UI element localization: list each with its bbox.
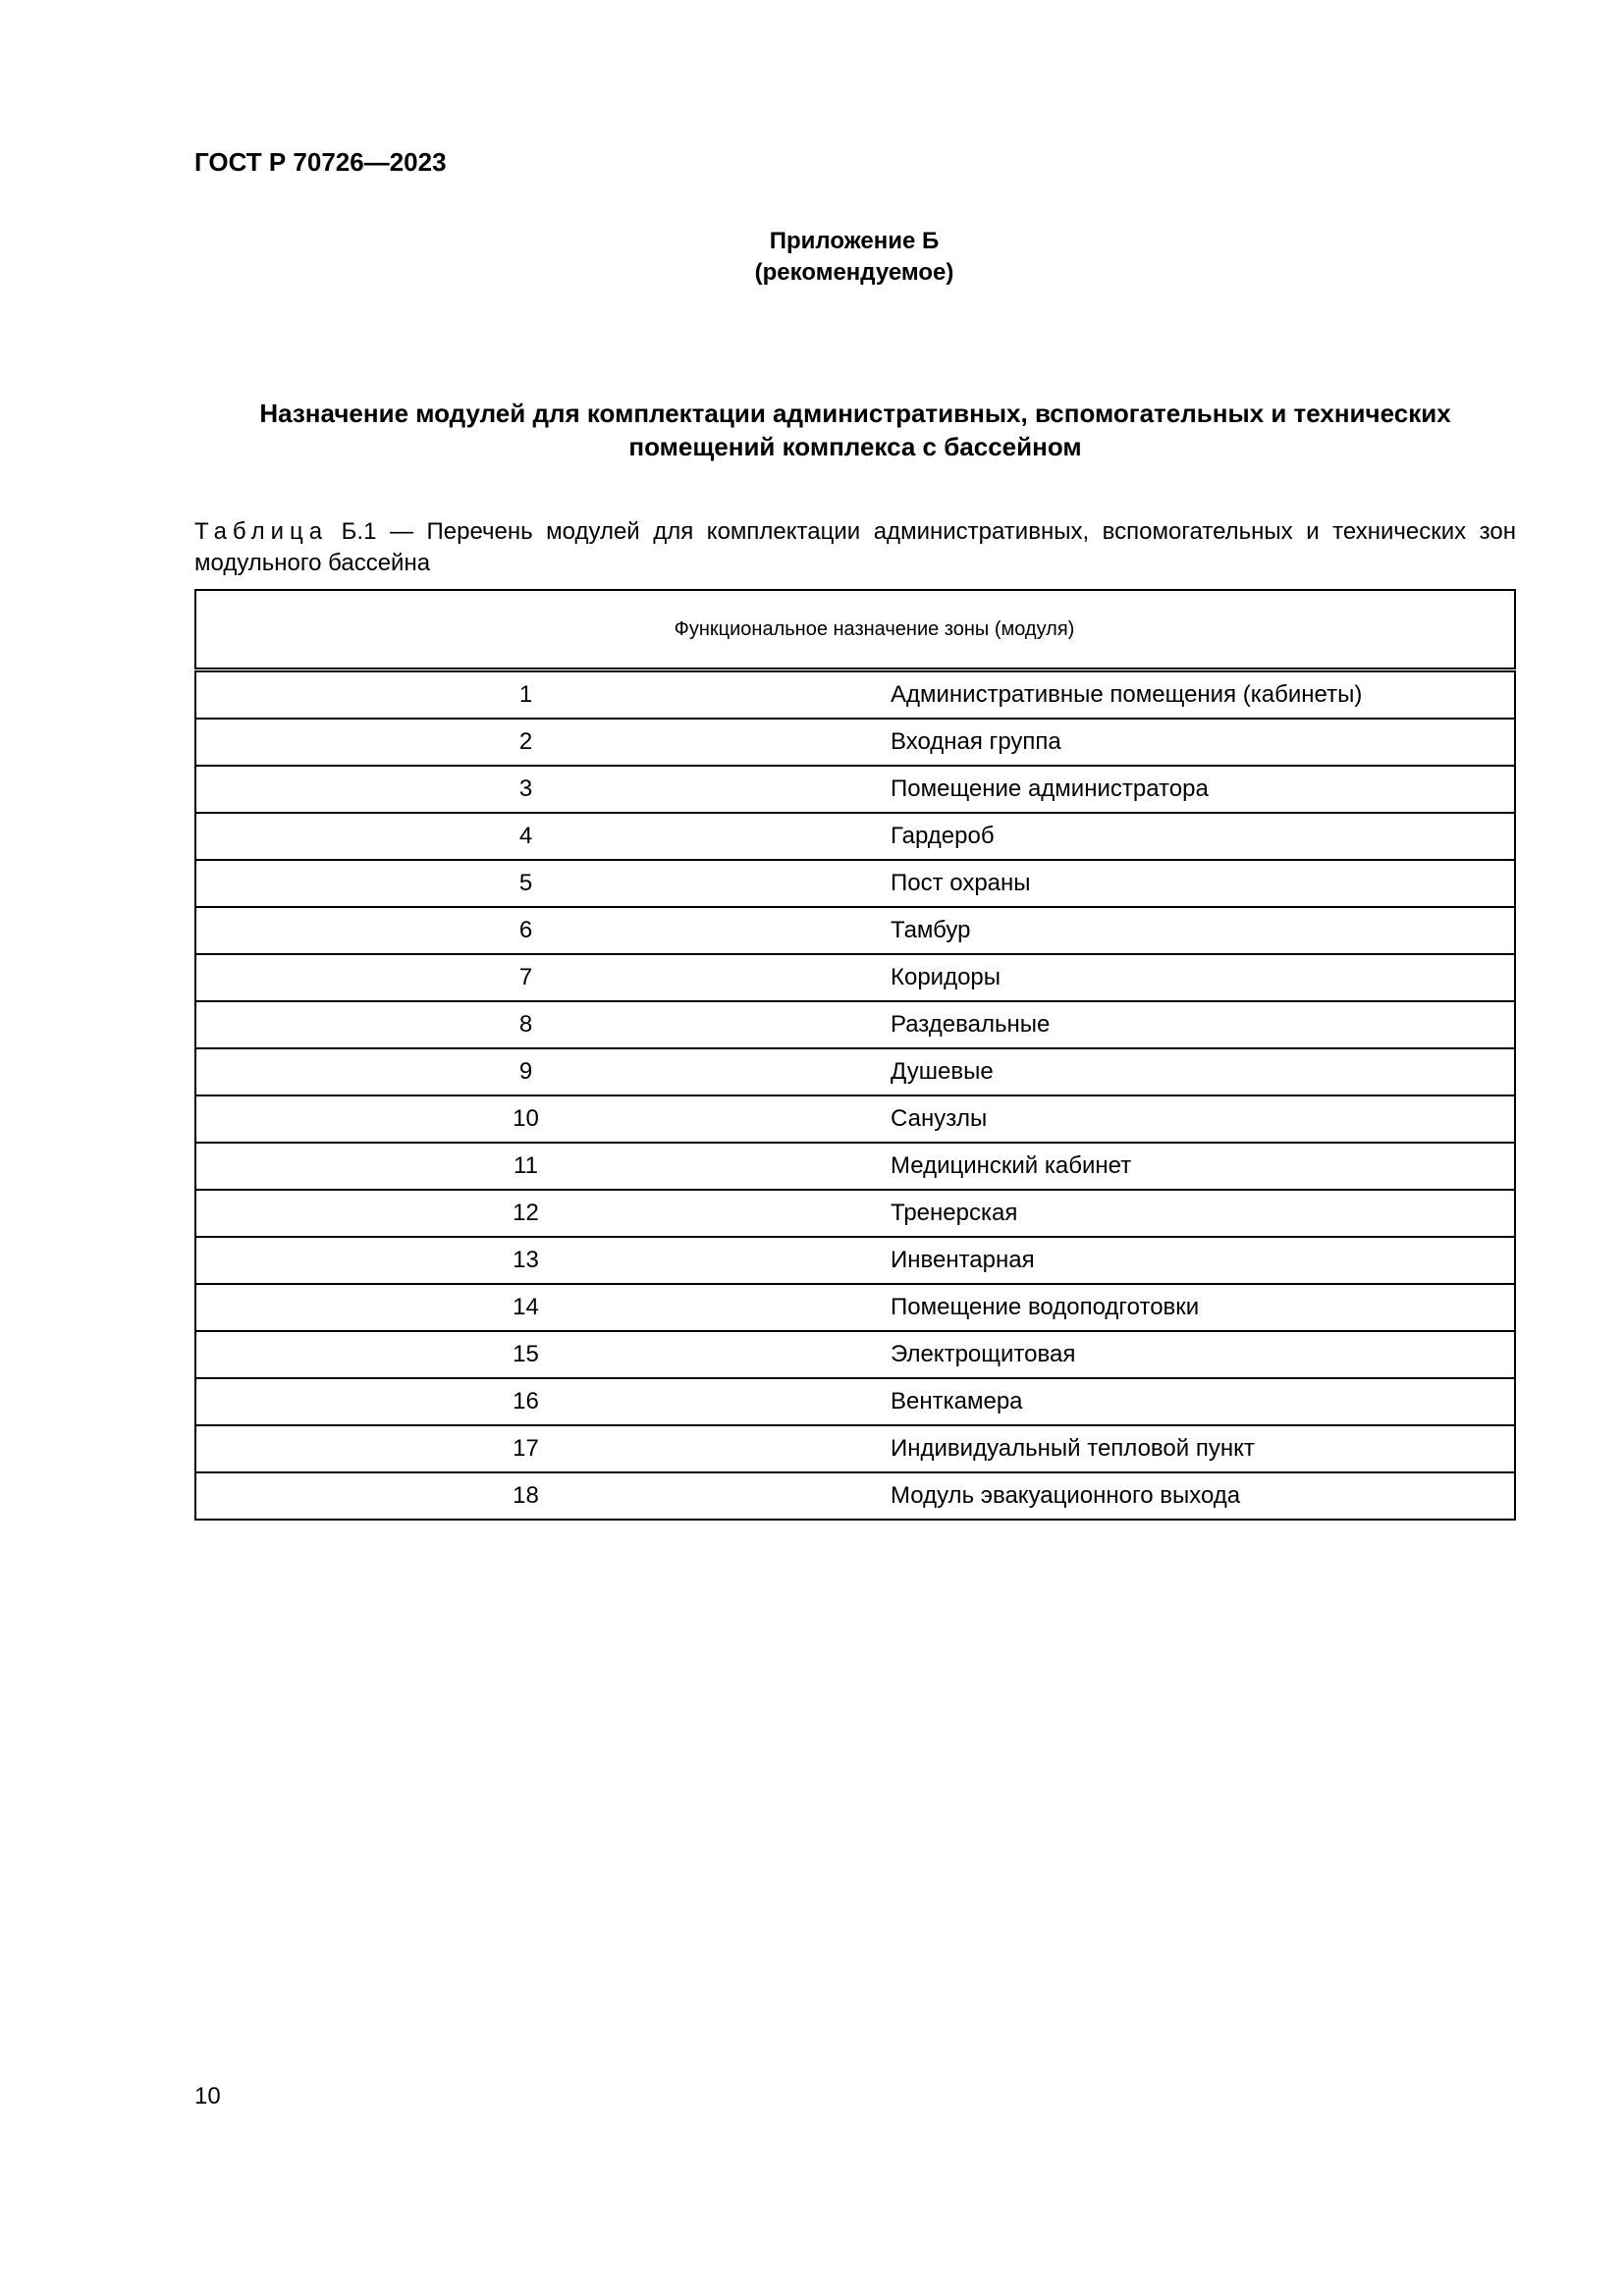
section-heading: Назначение модулей для комплектации административных, вспомогательных и технических помещений комплекса с бассейном xyxy=(259,399,1451,461)
row-number: 6 xyxy=(195,907,855,954)
table-row xyxy=(195,766,1515,813)
row-number: 16 xyxy=(195,1378,855,1425)
table-row xyxy=(195,954,1515,1001)
table-row xyxy=(195,1143,1515,1190)
row-number: 18 xyxy=(195,1472,855,1520)
row-zone-name: Душевые xyxy=(855,1048,1515,1095)
row-number: 5 xyxy=(195,860,855,907)
row-zone-name: Пост охраны xyxy=(855,860,1515,907)
row-number: 4 xyxy=(195,813,855,860)
table-row xyxy=(195,813,1515,860)
row-zone-name: Гардероб xyxy=(855,813,1515,860)
row-zone-name: Модуль эвакуационного выхода xyxy=(855,1472,1515,1520)
table-row xyxy=(195,1425,1515,1472)
row-zone-name: Электрощитовая xyxy=(855,1331,1515,1378)
row-number: 2 xyxy=(195,719,855,766)
row-zone-name: Венткамера xyxy=(855,1378,1515,1425)
row-zone-name: Санузлы xyxy=(855,1095,1515,1143)
modules-table-wrapper xyxy=(194,589,1516,1521)
table-header: Функциональное назначение зоны (модуля) xyxy=(195,590,1515,670)
appendix-status: (рекомендуемое) xyxy=(754,259,954,286)
row-number: 13 xyxy=(195,1237,855,1284)
table-row xyxy=(195,1095,1515,1143)
table-row xyxy=(195,860,1515,907)
table-body xyxy=(195,670,1515,1521)
row-number: 11 xyxy=(195,1143,855,1190)
modules-table xyxy=(194,589,1516,1521)
table-row xyxy=(195,1284,1515,1331)
row-number: 15 xyxy=(195,1331,855,1378)
row-number: 1 xyxy=(195,670,855,720)
table-row xyxy=(195,719,1515,766)
standard-code: ГОСТ Р 70726—2023 xyxy=(194,147,447,177)
row-zone-name: Раздевальные xyxy=(855,1001,1515,1048)
table-caption xyxy=(194,516,1516,579)
row-number: 7 xyxy=(195,954,855,1001)
table-row xyxy=(195,1237,1515,1284)
table-row xyxy=(195,670,1515,720)
row-zone-name: Медицинский кабинет xyxy=(855,1143,1515,1190)
row-number: 10 xyxy=(195,1095,855,1143)
row-number: 12 xyxy=(195,1190,855,1237)
table-row xyxy=(195,1378,1515,1425)
row-zone-name: Помещение администратора xyxy=(855,766,1515,813)
table-row xyxy=(195,1331,1515,1378)
row-zone-name: Индивидуальный тепловой пункт xyxy=(855,1425,1515,1472)
table-row xyxy=(195,1190,1515,1237)
row-zone-name: Тамбур xyxy=(855,907,1515,954)
row-zone-name: Входная группа xyxy=(855,719,1515,766)
row-zone-name: Тренерская xyxy=(855,1190,1515,1237)
row-number: 9 xyxy=(195,1048,855,1095)
table-row xyxy=(195,1048,1515,1095)
row-number: 17 xyxy=(195,1425,855,1472)
table-caption-label: Таблица xyxy=(194,518,329,545)
table-caption-text: Б.1 — Перечень модулей для комплектации административных, вспомогательных и технических зон модульного бассейна xyxy=(194,518,1516,576)
table-row xyxy=(195,1472,1515,1520)
row-zone-name: Коридоры xyxy=(855,954,1515,1001)
appendix-title: Приложение Б xyxy=(769,228,940,254)
table-row xyxy=(195,1001,1515,1048)
row-number: 14 xyxy=(195,1284,855,1331)
row-zone-name: Помещение водоподготовки xyxy=(855,1284,1515,1331)
row-zone-name: Административные помещения (кабинеты) xyxy=(855,670,1515,720)
table-row xyxy=(195,907,1515,954)
row-zone-name: Инвентарная xyxy=(855,1237,1515,1284)
page-number: 10 xyxy=(194,2083,221,2109)
row-number: 3 xyxy=(195,766,855,813)
row-number: 8 xyxy=(195,1001,855,1048)
